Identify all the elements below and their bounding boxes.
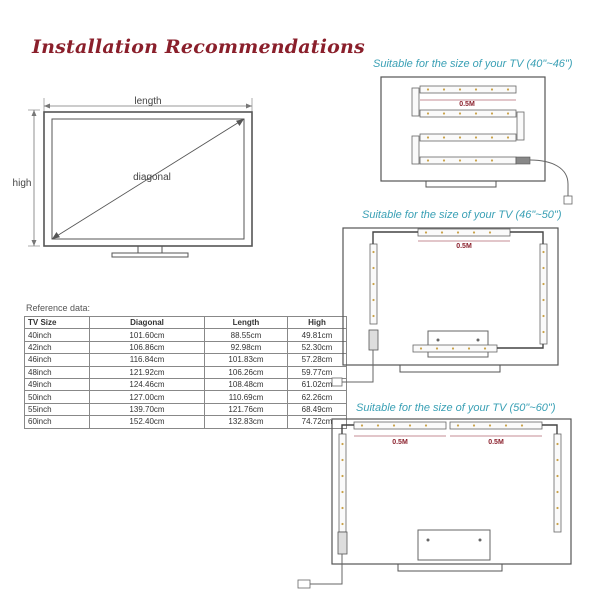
layout-2-stand [400, 365, 500, 372]
header-tv-size: TV Size [25, 317, 90, 329]
led-strip [450, 422, 542, 429]
layout-3-diagram [298, 419, 571, 588]
led-strip [420, 157, 516, 164]
header-length: Length [205, 317, 288, 329]
led-strip [420, 110, 516, 117]
header-high: High [288, 317, 347, 329]
reference-label: Reference data: [26, 303, 91, 313]
layout-1-usb-cable [530, 160, 568, 196]
layout-1-strip-label: 0.5M [459, 101, 475, 108]
led-strip [339, 434, 346, 532]
layout-1-diagram [381, 77, 572, 204]
layout-3-controller [338, 532, 347, 554]
layout-2-mount [428, 331, 488, 357]
layout-3-usb-cable [310, 554, 342, 584]
table-row: 50inch 127.00cm 110.69cm 62.26cm [25, 391, 347, 403]
led-strip [420, 86, 516, 93]
length-label: length [134, 96, 162, 107]
usb-plug-icon [564, 196, 572, 204]
header-diagonal: Diagonal [90, 317, 205, 329]
led-strip [554, 434, 561, 532]
layout-2-caption: Suitable for the size of your TV (46"~50") [362, 209, 562, 221]
layout-3-stand [398, 564, 502, 571]
layout-3-caption: Suitable for the size of your TV (50"~60") [356, 402, 556, 414]
layout-3-strip-label-left: 0.5M [392, 439, 408, 446]
layout-2-usb-cable [342, 350, 373, 382]
usb-plug-icon [298, 580, 310, 588]
layout-1-stand [426, 181, 496, 187]
led-strip [418, 229, 510, 236]
table-row: 55inch 139.70cm 121.76cm 68.49cm [25, 403, 347, 415]
layout-2-controller [369, 330, 378, 350]
table-row: 60inch 152.40cm 132.83cm 74.72cm [25, 416, 347, 428]
table-row: 48inch 121.92cm 106.26cm 59.77cm [25, 366, 347, 378]
led-strip [540, 244, 547, 344]
layout-2-diagram [332, 228, 558, 386]
high-label: high [12, 178, 32, 189]
table-row: 46inch 116.84cm 101.83cm 57.28cm [25, 354, 347, 366]
layout-1-caption: Suitable for the size of your TV (40"~46") [373, 58, 573, 70]
usb-plug-icon [332, 378, 342, 386]
table-row: 49inch 124.46cm 108.48cm 61.02cm [25, 378, 347, 390]
layout-3-mount [418, 530, 490, 560]
diagonal-label: diagonal [133, 172, 171, 183]
page-title: Installation Recommendations [32, 36, 365, 58]
layout-2-strip-label: 0.5M [456, 243, 472, 250]
layout-1-connector [516, 157, 530, 164]
led-strip [420, 134, 516, 141]
layout-3-strip-label-right: 0.5M [488, 439, 504, 446]
layout-3-tv [332, 419, 571, 564]
table-row: 40inch 101.60cm 88.55cm 49.81cm [25, 329, 347, 341]
led-strip [354, 422, 446, 429]
table-row: 42inch 106.86cm 92.98cm 52.30cm [25, 341, 347, 353]
